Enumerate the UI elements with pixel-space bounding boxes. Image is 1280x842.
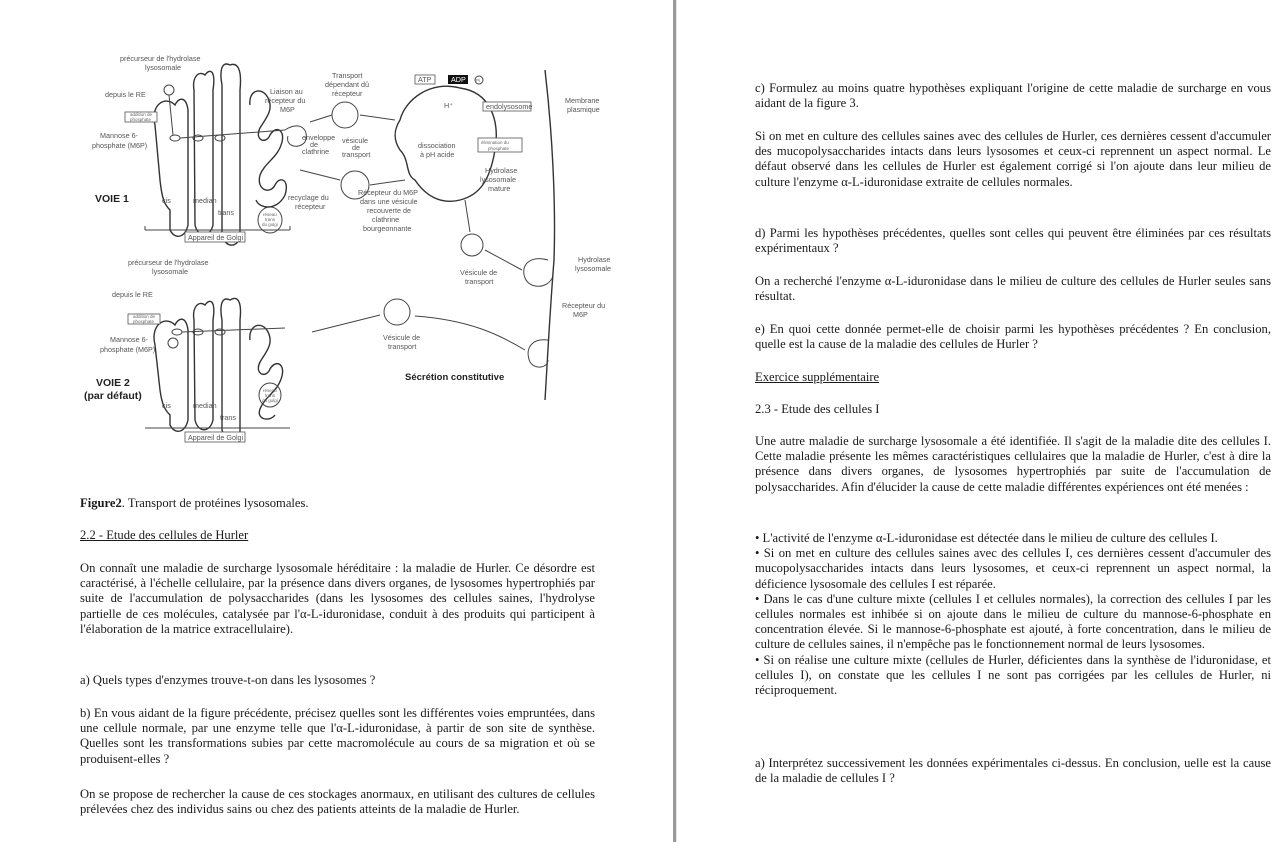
dissociation-label: à pH acide [420, 150, 455, 159]
cells-i-intro [755, 434, 1271, 495]
precursor-label: lysosomale [152, 267, 188, 276]
phosphate-add-label: addition de [133, 314, 156, 319]
receptor-label: Récepteur du [562, 301, 606, 310]
precursor-label: lysosomale [145, 63, 181, 72]
extra-exercise-title [755, 370, 1271, 385]
mature-label: lysosomale [480, 175, 516, 184]
receptor-vesicle-label: dans une vésicule [360, 197, 418, 206]
question-text: b) En vous aidant de la figure précédente, précisez quelles sont les différentes voies empruntées, dans une cellule normale, par une enzyme telle que l'α-L-iduronidase, à partir de son site de synthèse. Quelles sont les transformations subies par cette macromolécule au cours de sa migration et où se produisent-elles ? [80, 706, 595, 766]
question-text: e) En quoi cette donnée permet-elle de choisir parmi les hypothèses précédentes ? En conclusion, quelle est la cause de la maladie des cellules de Hurler ? [755, 322, 1271, 352]
receptor-vesicle-label: bourgeonnante [363, 224, 412, 233]
precursor-label: précurseur de l'hydrolase [120, 54, 201, 63]
from-re-label: depuis le RE [112, 290, 153, 299]
tgn-label: du golgi [262, 222, 278, 227]
m6p-label: phosphate (M6P) [92, 141, 148, 150]
paragraph: On connaît une maladie de surcharge lysosomale héréditaire : la maladie de Hurler. Ce désordre est caractérisé, à l'échelle cellulaire, par la présence dans divers organes, de lysosomes hypertrophiés par suite de l'accumulation de polysaccharides (dans les lysosomes des cellules saines, l'hydrolyse partielle de ces molécules, catalysée par l'α-L-iduronidase, conduit à des produits qui participent à l'élaboration de la matrice extracellulaire). [80, 561, 595, 636]
golgi-cis-cisterna [154, 319, 188, 431]
question-text: a) Interprétez successivement les données expérimentales ci-dessus. En conclusion, uelle est la cause de la maladie de cellules I ? [755, 756, 1271, 786]
arrow [300, 170, 340, 180]
recycling-label: recyclage du [288, 193, 329, 202]
vesicle-label: transport [465, 277, 494, 286]
binding-label: M6P [280, 105, 295, 114]
secretion-label: Sécrétion constitutive [405, 372, 505, 383]
coculture-paragraph [755, 129, 1271, 190]
m6p-label: Mannose 6- [110, 335, 148, 344]
tgn-label: trans [265, 217, 276, 222]
dephosphorylation-label: élimination du [481, 140, 509, 145]
trans-label: trans [220, 413, 236, 422]
precursor-icon [164, 85, 174, 95]
figure-lysosomal-transport-diagram [70, 50, 630, 450]
list-item: • Si on réalise une culture mixte (cellules de Hurler, déficientes dans la synthèse de l'iduronidase, et cellules I), on constate que les cellules I ne sont pas corrigées par les cellules de Hurler, ni réciproquement. [755, 652, 1271, 698]
recycling-label: récepteur [295, 202, 326, 211]
cis-label: cis [162, 196, 171, 205]
adp-label: ADP [451, 75, 466, 84]
trans-label: trans [218, 208, 234, 217]
h-plus-label: H⁺ [444, 101, 453, 110]
question-text: d) Parmi les hypothèses précédentes, quelles sont celles qui peuvent être éliminées par ces résultats expérimentaux ? [755, 226, 1271, 256]
precursor-label: précurseur de l'hydrolase [128, 258, 209, 267]
paragraph: Si on met en culture des cellules saines avec des cellules de Hurler, ces dernières cessent d'accumuler des mucopolysaccharides intacts dans leurs lysosomes et ceux-ci reprennent un aspect normal. Le défaut observé dans les cellules de Hurler est également corrigé si l'on ajoute dans leur milieu de culture l'enzyme α-L-iduronidase extraite de cellules normales. [755, 129, 1271, 189]
receptor-vesicle-label: recouverte de [367, 206, 411, 215]
section-2-3-title [755, 402, 1271, 417]
paragraph: On a recherché l'enzyme α-L-iduronidase dans le milieu de culture des cellules de Hurler seules sans résultat. [755, 274, 1271, 304]
diagram-svg [70, 50, 630, 450]
mature-label: mature [488, 184, 511, 193]
receptor-vesicle-label: clathrine [372, 215, 400, 224]
voie1-title: VOIE 1 [95, 193, 129, 205]
binding-label: récepteur du [265, 96, 306, 105]
question-e [755, 322, 1271, 352]
tgn-label: réseau [263, 388, 277, 393]
golgi-median-cisterna [194, 301, 214, 429]
golgi-trans-cisterna [221, 64, 241, 245]
clathrin-label: de [310, 140, 318, 149]
membrane-label: Membrane [565, 96, 600, 105]
precursor-icon [168, 338, 178, 348]
vesicle-label: Vésicule de [460, 268, 498, 277]
hydrolase-label: lysosomale [575, 264, 611, 273]
list-item: • Si on met en culture des cellules saines avec des cellules I, ces dernières cessent d'accumuler des mucopolysaccharides intacts dans leurs lysosomes, et ceux-ci reprennent un aspect normal, la déficience lysosomale des cellules I est réparée. [755, 546, 1271, 591]
arrow [312, 315, 380, 332]
arrow [310, 115, 332, 122]
figure-caption [80, 496, 595, 511]
list-item: • L'activité de l'enzyme α-L-iduronidase est détectée dans le milieu de culture des cellules I. [755, 531, 1218, 545]
experiments-list [755, 531, 1271, 698]
golgi-label: Appareil de Golgi [188, 433, 244, 442]
tgn-label: trans [265, 393, 276, 398]
golgi-tgn-tubules [250, 325, 283, 419]
mature-label: Hydrolase [485, 166, 518, 175]
paragraph: On se propose de rechercher la cause de ces stockages anormaux, en utilisant des cultures de cellules prélevées chez des individus sains ou chez des patients atteints de la maladie de Hurler. [80, 787, 595, 817]
caption-text: . Transport de protéines lysosomales. [121, 496, 309, 510]
arrow [465, 200, 470, 232]
section-title: 2.3 - Etude des cellules I [755, 402, 880, 416]
question-b [80, 706, 595, 767]
question-text: c) Formulez au moins quatre hypothèses expliquant l'origine de cette maladie de surcharge en vous aidant de la figure 3. [755, 81, 1271, 111]
secretory-vesicle [384, 299, 410, 325]
paragraph: Une autre maladie de surcharge lysosomale a été identifiée. Il s'agit de la maladie dite des cellules I. Cette maladie présente les mêmes caractéristiques cellulaires que la maladie de Hurler, c'est à dire la présence dans divers organes, de lysosomes hypertrophiés par suite de l'accumulation de polysaccharides. Afin d'élucider la cause de cette maladie différentes expériences ont été menées : [755, 434, 1271, 494]
right-page [677, 0, 1280, 842]
arrow [370, 180, 405, 185]
arrow [485, 250, 522, 270]
tgn-label: du golgi [262, 398, 278, 403]
question-c [755, 81, 1271, 111]
tgn-label: réseau [263, 212, 277, 217]
hurler-intro [80, 561, 595, 637]
vesicle-icon [172, 329, 182, 335]
phosphate-add-label: phosphate [130, 117, 152, 122]
question-text: a) Quels types d'enzymes trouve-t-on dans les lysosomes ? [80, 673, 376, 687]
dephosphorylation-label: phosphate [488, 146, 510, 151]
median-label: median [193, 401, 217, 410]
proposal-paragraph [80, 787, 595, 817]
vesicle-label: transport [342, 150, 371, 159]
voie2-title: VOIE 2 [96, 377, 130, 389]
golgi-voie2 [145, 298, 290, 442]
receptor-vesicle-label: Récepteur du M6P [358, 188, 418, 197]
voie2-title: (par défaut) [84, 390, 142, 402]
plasma-membrane [545, 70, 555, 400]
caption-number: Figure2 [80, 496, 122, 510]
vesicle-icon [170, 135, 180, 141]
question-a [80, 673, 595, 688]
transport-label: Transport [332, 71, 363, 80]
pi-label: Pi [476, 78, 481, 83]
clathrin-label: clathrine [302, 147, 330, 156]
vesicle-icon [215, 135, 225, 141]
section-title: 2.2 - Etude des cellules de Hurler [80, 528, 249, 542]
membrane-label: plasmique [567, 105, 600, 114]
question-a-cells-i [755, 756, 1271, 786]
section-title: Exercice supplémentaire [755, 370, 880, 384]
phosphate-add-label: addition de [130, 112, 153, 117]
hydrolase-label: Hydrolase [578, 255, 611, 264]
clathrin-label: enveloppe [302, 133, 336, 142]
from-re-label: depuis le RE [105, 90, 146, 99]
arrow [415, 316, 525, 350]
median-label: median [193, 196, 217, 205]
coated-pit [524, 259, 552, 287]
question-d [755, 226, 1271, 256]
vesicle-label: Vésicule de [383, 333, 421, 342]
transport-label: dépendant dû [325, 80, 369, 89]
vesicle-label: transport [388, 342, 417, 351]
exocytosis-site [528, 340, 548, 367]
m6p-label: phosphate (M6P) [100, 345, 156, 354]
atp-label: ATP [418, 75, 432, 84]
section-2-2-title [80, 528, 595, 543]
receptor-label: M6P [573, 310, 588, 319]
arrow [169, 95, 173, 135]
arrow [360, 115, 395, 120]
golgi-median-cisterna [194, 71, 214, 234]
vesicle-label: vésicule [342, 136, 368, 145]
list-item: • Dans le cas d'une culture mixte (cellules I et cellules normales), la correction des cellules I par les cellules normales est inhibée si on ajoute dans le milieu de culture du mannose-6-phosphate en concentration élevée. Si le mannose-6-phosphate est ajouté, à forte concentration, dans le milieu de culture de cellules saines, il n'empêche pas le fonctionnement normal de leurs lysosomes. [755, 591, 1271, 652]
transport-vesicle [332, 102, 358, 128]
binding-label: Liaison au [270, 87, 303, 96]
dissociation-label: dissociation [418, 141, 456, 150]
golgi-voie1 [145, 64, 290, 245]
endolysosome-label: endolysosome [486, 102, 533, 111]
phosphate-add-label: phosphate [133, 319, 155, 324]
search-paragraph [755, 274, 1271, 304]
cis-label: cis [162, 401, 171, 410]
endocytic-vesicle [461, 234, 483, 256]
transport-label: récepteur [332, 89, 363, 98]
m6p-label: Mannose 6- [100, 131, 138, 140]
golgi-label: Appareil de Golgi [188, 233, 244, 242]
vesicle-label: de [352, 143, 360, 152]
